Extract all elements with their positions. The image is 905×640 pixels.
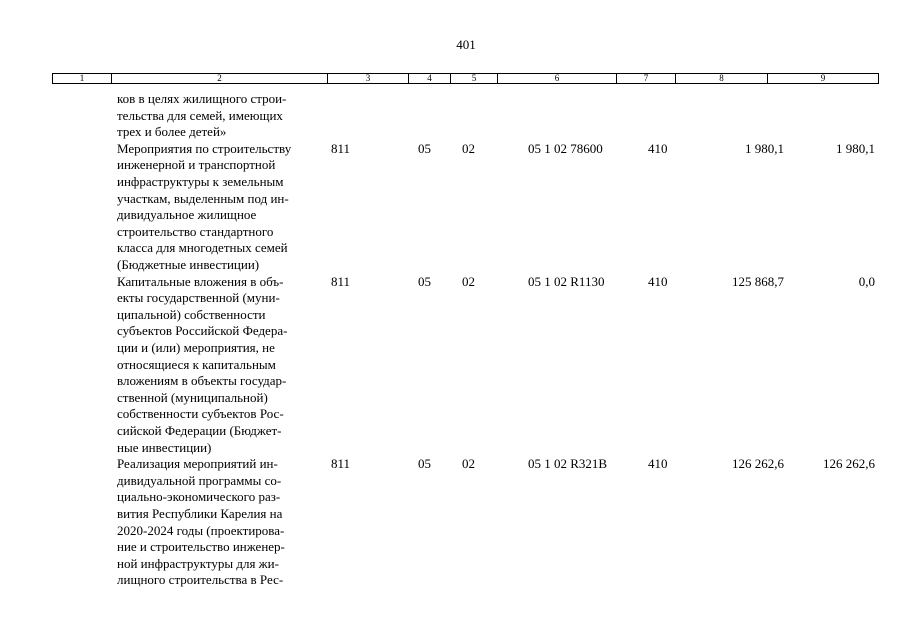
amount-cell-9: 1 980,1 (836, 140, 875, 156)
name-line: дивидуальное жилищное (117, 207, 257, 223)
name-line: Реализация мероприятий ин- (117, 456, 278, 472)
name-line: инженерной и транспортной (117, 157, 276, 173)
subsection-cell: 02 (462, 456, 475, 472)
name-line: участкам, выделенным под ин- (117, 190, 289, 206)
column-header-5: 5 (451, 74, 498, 83)
subsection-cell: 02 (462, 140, 475, 156)
row-name-cell (117, 141, 327, 274)
name-line: циально-экономического раз- (117, 489, 281, 505)
expense-type-cell: 410 (648, 456, 668, 472)
name-line: вложениям в объекты государ- (117, 373, 287, 389)
column-header-9: 9 (820, 73, 826, 83)
subsection-cell: 02 (462, 273, 475, 289)
section-cell: 05 (418, 140, 431, 156)
row-name-cell (117, 91, 327, 141)
expense-type-cell: 410 (648, 273, 668, 289)
name-line: екты государственной (муни- (117, 290, 280, 306)
table-header-row (52, 73, 879, 84)
expense-type-cell: 410 (648, 140, 668, 156)
name-line: сийской Федерации (Бюджет- (117, 422, 282, 438)
name-line: лищного строительства в Рес- (117, 572, 284, 588)
target-article-cell: 05 1 02 78600 (528, 140, 603, 156)
target-article-cell: 05 1 02 R321В (528, 456, 608, 472)
name-line: тельства для семей, имеющих (117, 107, 283, 123)
amount-cell-9: 126 262,6 (823, 456, 875, 472)
name-line: класса для многодетных семей (117, 240, 288, 256)
name-line: ные инвестиции) (117, 439, 212, 455)
name-line: ственной (муниципальной) (117, 389, 268, 405)
column-header-1: 1 (53, 74, 112, 83)
name-line: инфраструктуры к земельным (117, 173, 284, 189)
name-line: строительство стандартного (117, 223, 274, 239)
name-line: ципальной) собственности (117, 306, 266, 322)
name-line: трех и более детей» (117, 124, 227, 140)
name-line: (Бюджетные инвестиции) (117, 256, 260, 272)
name-line: относящиеся к капитальным (117, 356, 276, 372)
name-line: собственности субъектов Рос- (117, 406, 284, 422)
name-line: 2020-2024 годы (проектирова- (117, 522, 285, 538)
amount-cell-8: 1 980,1 (745, 140, 784, 156)
name-line: Капитальные вложения в объ- (117, 273, 284, 289)
target-article-cell: 05 1 02 R1130 (528, 273, 605, 289)
section-cell: 05 (418, 456, 431, 472)
name-line: дивидуальной программы со- (117, 472, 282, 488)
name-line: Мероприятия по строительству (117, 140, 292, 156)
amount-cell-9: 0,0 (858, 273, 875, 289)
name-line: субъектов Российской Федера- (117, 323, 288, 339)
name-line: вития Республики Карелия на (117, 505, 283, 521)
row-name-cell (117, 456, 327, 589)
column-header-2: 2 (112, 74, 328, 83)
page-number: 401 (456, 37, 476, 52)
admin-code-cell: 811 (331, 140, 351, 156)
admin-code-cell: 811 (331, 456, 351, 472)
column-header-4: 4 (409, 74, 451, 83)
name-line: ной инфраструктуры для жи- (117, 555, 279, 571)
section-cell: 05 (418, 273, 431, 289)
column-header-6: 6 (498, 74, 617, 83)
name-line: ние и строительство инженер- (117, 539, 285, 555)
name-line: ции и (или) мероприятия, не (117, 339, 275, 355)
column-header-8: 8 (676, 74, 768, 83)
admin-code-cell: 811 (331, 273, 351, 289)
amount-cell-8: 125 868,7 (732, 273, 784, 289)
amount-cell-8: 126 262,6 (732, 456, 784, 472)
name-line: ков в целях жилищного строи- (117, 91, 287, 106)
row-name-cell (117, 274, 327, 457)
column-header-7: 7 (617, 74, 676, 83)
column-header-3: 3 (328, 74, 409, 83)
